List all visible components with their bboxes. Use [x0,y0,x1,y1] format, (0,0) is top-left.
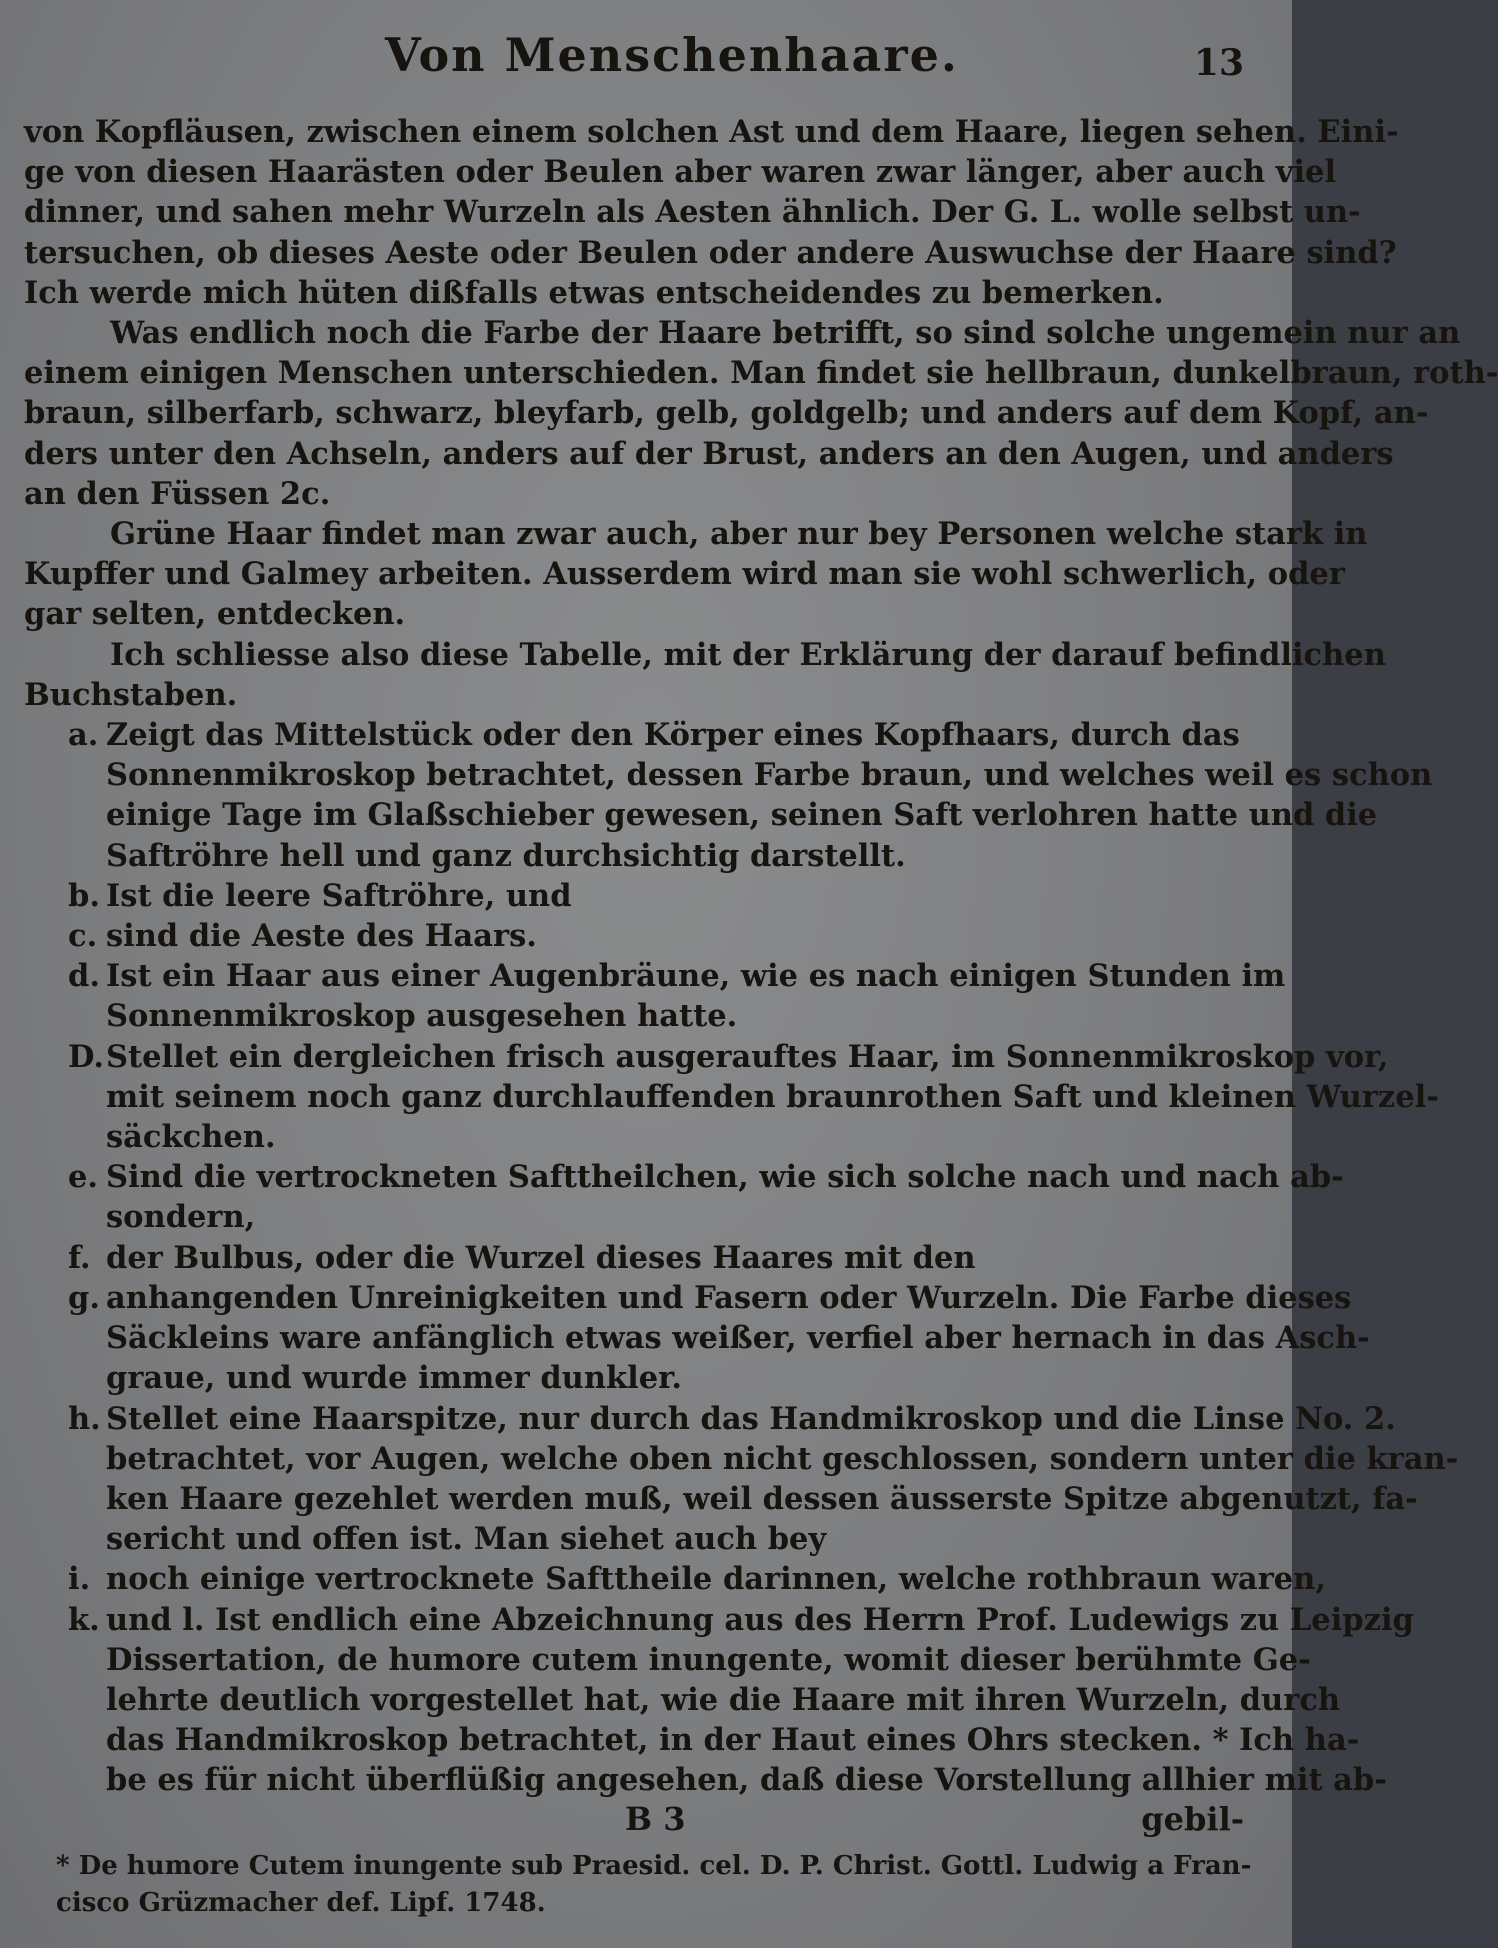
text-line: Kupffer und Galmey arbeiten. Ausserdem wird man sie wohl schwerlich, oder [24,556,1345,593]
paragraph-1 [24,112,1399,313]
text-line: ken Haare gezehlet werden muß, weil dessen äusserste Spitze abgenutzt, fa- [106,1480,1418,1517]
page-footer [0,1800,1292,1844]
text-line: noch einige vertrocknete Safttheile darinnen, welche rothbraun waren, [106,1561,1326,1598]
legend-item-d [24,956,1286,1036]
paragraph-4 [24,635,1386,715]
item-letter: g. [68,1279,100,1316]
signature-mark: B 3 [625,1800,686,1838]
catchword: gebil- [1141,1800,1244,1838]
legend-item-e [24,1157,1344,1237]
text-line: ders unter den Achseln, anders auf der Brust, anders an den Augen, und anders [24,435,1394,472]
running-title: Von Menschenhaare. [385,28,959,82]
text-line: lehrte deutlich vorgestellet hat, wie die Haare mit ihren Wurzeln, durch [106,1681,1341,1718]
item-letter: D. [68,1038,104,1075]
item-letter: k. [68,1601,100,1638]
text-line: graue, und wurde immer dunkler. [106,1360,683,1397]
text-line: Buchstaben. [24,676,238,713]
text-line: Was endlich noch die Farbe der Haare betrifft, so sind solche ungemein nur an [110,315,1461,352]
item-letter: f. [68,1239,91,1276]
legend-item-g [24,1278,1370,1399]
legend-list [24,715,1459,1800]
text-line: be es für nicht überflüßig angesehen, daß diese Vorstellung allhier mit ab- [106,1762,1387,1799]
item-letter: b. [68,877,100,914]
item-letter: d. [68,958,100,995]
text-line: von Kopfläusen, zwischen einem solchen Ast und dem Haare, liegen sehen. Eini- [24,114,1399,150]
text-line: Ist die leere Saftröhre, und [106,877,572,914]
legend-item-h [24,1399,1459,1560]
text-line: das Handmikroskop betrachtet, in der Haut eines Ohrs stecken. * Ich ha- [106,1722,1360,1759]
footnote [56,1848,1256,1922]
text-line: sind die Aeste des Haars. [106,918,537,955]
text-line: Ich werde mich hüten dißfalls etwas entscheidendes zu bemerken. [24,274,1164,311]
text-line: ge von diesen Haarästen oder Beulen aber waren zwar länger, aber auch viel [24,154,1337,191]
text-line: betrachtet, vor Augen, welche oben nicht geschlossen, sondern unter die kran- [106,1440,1459,1477]
text-line: Sonnenmikroskop ausgesehen hatte. [106,998,738,1035]
text-line: sondern, [106,1199,256,1236]
legend-item-b [24,876,1259,916]
text-line: der Bulbus, oder die Wurzel dieses Haares mit den [106,1239,976,1276]
paragraph-2 [24,313,1498,514]
legend-item-f [24,1238,1259,1278]
item-letter: h. [68,1400,101,1437]
text-line: anhangenden Unreinigkeiten und Fasern oder Wurzeln. Die Farbe dieses [106,1279,1352,1316]
legend-item-c [24,916,1259,956]
text-line: Ich schliesse also diese Tabelle, mit der Erklärung der darauf befindlichen [110,636,1386,673]
page-header [0,28,1292,98]
text-line: tersuchen, ob dieses Aeste oder Beulen oder andere Auswuchse der Haare sind? [24,234,1397,271]
item-letter: e. [68,1159,99,1196]
legend-item-D [24,1037,1439,1158]
text-line: Sonnenmikroskop betrachtet, dessen Farbe braun, und welches weil es schon [106,757,1433,794]
text-line: Dissertation, de humore cutem inungente, womit dieser berühmte Ge- [106,1641,1311,1678]
text-line: an den Füssen 2c. [24,475,331,512]
text-line: mit seinem noch ganz durchlauffenden braunrothen Saft und kleinen Wurzel- [106,1078,1439,1115]
item-letter: c. [68,918,98,955]
text-line: Sind die vertrockneten Safttheilchen, wie sich solche nach und nach ab- [106,1159,1344,1196]
text-line: Ist ein Haar aus einer Augenbräune, wie es nach einigen Stunden im [106,958,1286,995]
text-line: gar selten, entdecken. [24,596,406,633]
text-line: braun, silberfarb, schwarz, bleyfarb, gelb, goldgelb; und anders auf dem Kopf, an- [24,395,1429,432]
text-line: einige Tage im Glaßschieber gewesen, seinen Saft verlohren hatte und die [106,797,1378,834]
text-line: sericht und offen ist. Man siehet auch bey [106,1521,827,1558]
text-line: einem einigen Menschen unterschieden. Man findet sie hellbraun, dunkelbraun, roth- [24,355,1498,392]
legend-item-k [24,1600,1414,1801]
text-line: Stellet ein dergleichen frisch ausgerauftes Haar, im Sonnenmikroskop vor, [106,1038,1389,1075]
text-line: Saftröhre hell und ganz durchsichtig darstellt. [106,837,906,874]
paragraph-3 [24,514,1368,635]
page-body [24,112,1498,1801]
text-line: Grüne Haar findet man zwar auch, aber nur bey Personen welche stark in [110,516,1368,553]
text-line: Zeigt das Mittelstück oder den Körper eines Kopfhaars, durch das [106,717,1240,754]
page-number: 13 [1193,42,1244,84]
legend-item-a [24,715,1433,876]
text-line: dinner, und sahen mehr Wurzeln als Aesten ähnlich. Der G. L. wolle selbst un- [24,194,1361,231]
text-line: Stellet eine Haarspitze, nur durch das Handmikroskop und die Linse No. 2. [106,1400,1396,1437]
footnote-line: cisco Grüzmacher def. Lipf. 1748. [56,1888,546,1918]
item-letter: a. [68,717,99,754]
text-line: und l. Ist endlich eine Abzeichnung aus des Herrn Prof. Ludewigs zu Leipzig [106,1601,1414,1638]
legend-item-i [24,1559,1326,1599]
footnote-line: * De humore Cutem inungente sub Praesid. cel. D. P. Christ. Gottl. Ludwig a Fran- [56,1851,1252,1881]
item-letter: i. [68,1561,91,1598]
text-line: Säckleins ware anfänglich etwas weißer, verfiel aber hernach in das Asch- [106,1320,1370,1357]
text-line: säckchen. [106,1119,276,1156]
